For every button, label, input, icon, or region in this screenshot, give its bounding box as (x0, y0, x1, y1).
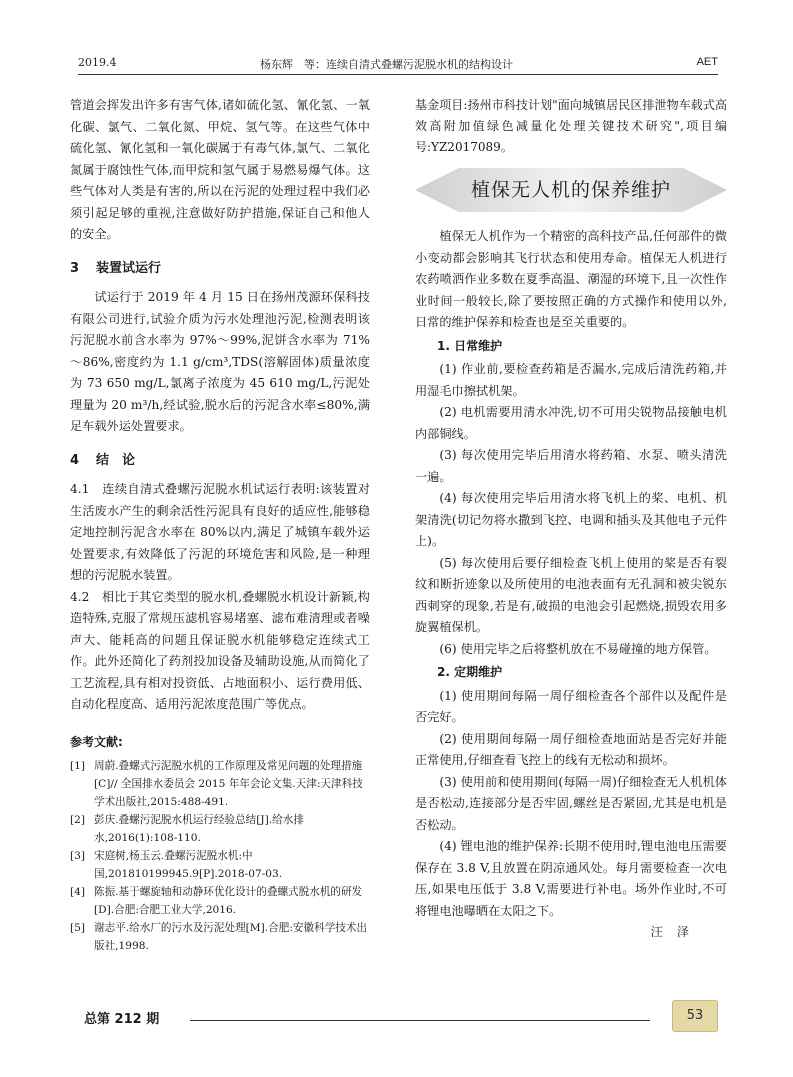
intro-paragraph: 管道会挥发出许多有害气体,诸如硫化氢、氰化氢、一氧化碳、氯气、二氧化氮、甲烷、氢气等。在这些气体中硫化氢、氰化氢和一氧化碳属于有毒气体,氯气、二氧化氮属于腐蚀性气体,而甲烷和氢气属于易燃易爆气体。这些气体对人类是有害的,所以在污泥的处理过程中我们必须引起足够的重视,注意做好防护措施,保证自己和他人的安全。 (70, 98, 370, 241)
section-4-title: 结 论 (96, 452, 136, 468)
left-column (70, 95, 370, 955)
regular-maintenance-heading: 2. 定期维护 (437, 665, 503, 679)
header-journal: AET (696, 56, 718, 68)
reference-item: [3] 宋庭树,杨玉云.叠螺污泥脱水机:中国,201810199945.9[P].2018-07-03. (70, 850, 283, 880)
page-number: 53 (672, 1000, 718, 1032)
sidebar-author: 汪泽 (650, 925, 703, 939)
reference-item: [2] 彭庆.叠螺污泥脱水机运行经验总结[J].给水排水,2016(1):108-110. (70, 814, 304, 844)
daily-item: (3) 每次使用完毕后用清水将药箱、水泵、喷头清洗一遍。 (415, 448, 727, 484)
daily-maintenance-heading: 1. 日常维护 (437, 338, 503, 353)
sidebar-intro: 植保无人机作为一个精密的高科技产品,任何部件的微小变动都会影响其飞行状态和使用寿命。植保无人机进行农药喷洒作业多数在夏季高温、潮湿的环境下,且一次性作业时间一般较长,除了要按照正确的方式操作和使用以外,日常的维护保养和检查也是至关重要的。 (415, 229, 727, 329)
section-3-heading (70, 258, 370, 280)
conclusion-4-1: 4.1 连续自清式叠螺污泥脱水机试运行表明:该装置对生活废水产生的剩余活性污泥具有良好的适应性,能够稳定地控制污泥含水率在 80%以内,满足了城镇车载外运处置要求,有效降低了污泥的环境危害和风险,是一种理想的污泥脱水装置。 (70, 482, 370, 582)
daily-item: (4) 每次使用完毕后用清水将飞机上的桨、电机、机架清洗(切记勿将水撒到飞控、电调和插头及其他电子元件上)。 (415, 491, 727, 548)
daily-item: (5) 每次使用后要仔细检查飞机上使用的桨是否有裂纹和断折迹象以及所使用的电池表面有无孔洞和被尖锐东西刺穿的现象,若是有,破损的电池会引起燃烧,损毁农用多旋翼植保机。 (415, 555, 727, 634)
header-rule (78, 74, 718, 75)
section-3-number: 3 (70, 260, 80, 276)
references-title: 参考文献: (70, 734, 123, 749)
footer-rule (190, 1020, 650, 1021)
conclusion-4-2: 4.2 相比于其它类型的脱水机,叠螺脱水机设计新颖,构造特殊,克服了常规压滤机容易堵塞、滤布难清理或者噪声大、能耗高的问题且保证脱水机能够稳定连续式工作。此外还简化了药剂投加设备及辅助设施,从而简化了工艺流程,具有相对投资低、占地面积小、运行费用低、自动化程度高、适用污泥浓度范围广等优点。 (70, 589, 370, 711)
right-column (415, 95, 727, 944)
section-4-heading (70, 450, 370, 472)
daily-item: (2) 电机需要用清水冲洗,切不可用尖锐物品接触电机内部铜线。 (415, 405, 727, 441)
regular-item: (3) 使用前和使用期间(每隔一周)仔细检查无人机机体是否松动,连接部分是否牢固,螺丝是否紧固,尤其是电机是否松动。 (415, 774, 727, 832)
reference-item: [5] 谢志平.给水厂的污水及污泥处理[M].合肥:安徽科学技术出版社,1998. (70, 922, 368, 952)
issue-number: 总第 212 期 (84, 1012, 160, 1027)
header-title: 杨东辉 等：连续自清式叠螺污泥脱水机的结构设计 (260, 58, 513, 71)
reference-item: [4] 陈振.基于螺旋轴和动静环优化设计的叠螺式脱水机的研发[D].合肥:合肥工业大学,2016. (70, 886, 363, 916)
section-4-number: 4 (70, 452, 80, 468)
regular-item: (2) 使用期间每隔一周仔细检查地面站是否完好并能正常使用,仔细查看飞控上的线有无松动和损坏。 (415, 731, 727, 767)
running-header (78, 52, 718, 72)
daily-item: (1) 作业前,要检查药箱是否漏水,完成后清洗药箱,并用湿毛巾擦拭机架。 (415, 362, 727, 398)
reference-item: [1] 周蔚.叠螺式污泥脱水机的工作原理及常见问题的处理措施[C]// 全国排水委员会 2015 年年会论文集.天津:天津科技学术出版社,2015:488-491. (70, 760, 363, 808)
banner-title: 植保无人机的保养维护 (470, 179, 671, 201)
section-3-title: 装置试运行 (96, 260, 162, 276)
funding-note: 基金项目:扬州市科技计划"面向城镇居民区排泄物车载式高效高附加值绿色减量化处理关键技术研究",项目编号:YZ2017089。 (415, 98, 727, 154)
section-3-paragraph: 试运行于 2019 年 4 月 15 日在扬州茂源环保科技有限公司进行,试验介质为污水处理池污泥,检测表明该污泥脱水前含水率为 97%～99%,泥饼含水率为 71%～86%,密度约为 1.1 g/cm³,TDS(溶解固体)质量浓度为 73 650 mg/L,氯离子浓度为 45 610 mg/L,污泥处理量为 20 m³/h,经试验,脱水后的污泥含水率≤80%,满足车载外运处置要求。 (70, 290, 370, 433)
header-date: 2019.4 (78, 56, 117, 69)
regular-item: (1) 使用期间每隔一周仔细检查各个部件以及配件是否完好。 (415, 688, 727, 724)
regular-item: (4) 锂电池的维护保养:长期不使用时,锂电池电压需要保存在 3.8 V,且放置在阴凉通风处。每月需要检查一次电压,如果电压低于 3.8 V,需要进行补电。场外作业时,不可将锂电池曝晒在太阳之下。 (415, 839, 727, 918)
sidebar-banner (415, 168, 727, 212)
daily-item: (6) 使用完毕之后将整机放在不易碰撞的地方保管。 (439, 641, 717, 656)
